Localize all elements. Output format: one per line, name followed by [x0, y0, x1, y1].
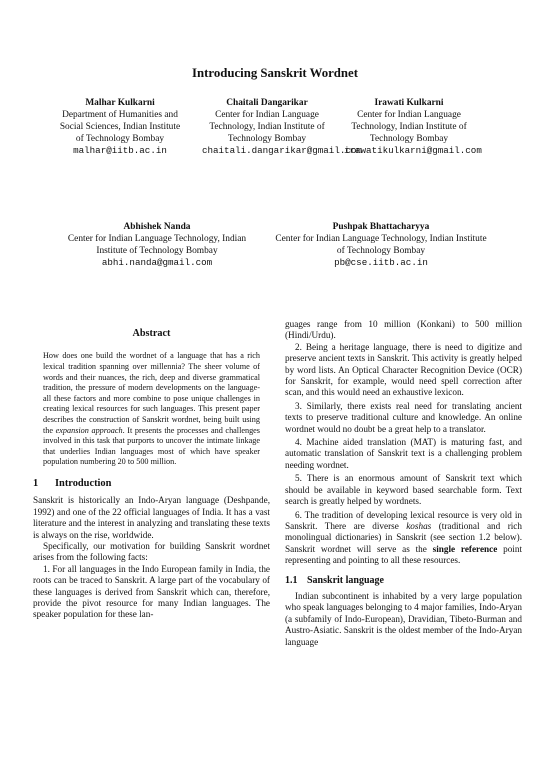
- paper-title: Introducing Sanskrit Wordnet: [192, 66, 358, 80]
- author-name: Malhar Kulkarni: [85, 98, 155, 108]
- author-block: [272, 221, 490, 269]
- paragraph: Indian subcontinent is inhabited by a very large population who speak languages belonging to 4 major families, Indo-Aryan (a subfamily of Indo-European), Dravidian, Tibeto-Burman and Austro-Asiatic. Sanskrit is the oldest member of the Indo-Aryan language: [285, 590, 522, 647]
- abstract-text: How does one build the wordnet of a language that has a rich lexical tradition spanning over millennia? The sheer volume of words and their nuances, the rich, deep and diverse grammatical tradition, the pressure of modern developments on the language- all these factors and more combine to pose unique challenges in creating lexical resources for such languages. This present paper describes the construction of Sanskrit wordnet, being built using the expansion approach. It presents the processes and challenges involved in this task that purports to uncover the intimate linkage that underlies Indian languages most of which have speaker population numbering 20 to 500 million.: [43, 351, 260, 467]
- bold-text: single reference: [432, 543, 498, 554]
- emphasis-text: koshas: [406, 520, 432, 531]
- subsection-heading: [285, 575, 522, 586]
- author-affiliation: Center for Indian Language Technology, Indian Institute of Technology Bombay: [67, 234, 247, 256]
- author-affiliation: Center for Indian Language Technology, Indian Institute of Technology Bombay: [209, 110, 325, 144]
- author-block: [55, 97, 185, 157]
- author-block: [202, 97, 362, 157]
- paragraph: 4. Machine aided translation (MAT) is maturing fast, and automatic translation of Sanskrit text is a challenging problem needing wordnet.: [285, 437, 522, 470]
- author-affiliation: Department of Humanities and Social Sciences, Indian Institute of Technology Bombay: [59, 110, 181, 144]
- author-email[interactable]: chaitali.dangarikar@gmail.com: [202, 145, 362, 156]
- author-block: [344, 97, 482, 157]
- abstract-emphasis: expansion approach: [55, 425, 123, 435]
- author-email[interactable]: irawatikulkarni@gmail.com: [344, 145, 482, 156]
- subsection-title: Sanskrit language: [307, 574, 384, 586]
- abstract-heading: Abstract: [132, 328, 171, 339]
- left-column: [33, 328, 270, 621]
- paragraph: Sanskrit is historically an Indo-Aryan language (Deshpande, 1992) and one of the 22 official languages of India. It has a vast literature and the interest in analyzing and translating these texts is always on the rise, worldwide.: [33, 495, 270, 540]
- paragraph: guages range from 10 million (Konkani) to 500 million (Hindi/Urdu).: [285, 319, 522, 341]
- section-heading: [33, 478, 270, 489]
- author-email[interactable]: abhi.nanda@gmail.com: [101, 257, 213, 268]
- author-block: [52, 221, 262, 269]
- author-email[interactable]: pb@cse.iitb.ac.in: [334, 257, 428, 268]
- paragraph: Specifically, our motivation for building Sanskrit wordnet arises from the following facts:: [33, 540, 270, 563]
- right-column: [285, 319, 522, 648]
- subsection-number: 1.1: [285, 574, 298, 586]
- author-affiliation: Center for Indian Language Technology, Indian Institute of Technology Bombay: [275, 234, 487, 256]
- author-email[interactable]: malhar@iitb.ac.in: [73, 145, 167, 156]
- paragraph: 2. Being a heritage language, there is need to digitize and preserve ancient texts in Sanskrit. This activity is greatly helped by word lists. An Optical Character Recognition Device (OCR) for Sanskrit, for example, would need spell correction after scan, and this would need an exhaustive lexicon.: [285, 341, 522, 398]
- author-name: Irawati Kulkarni: [374, 98, 444, 108]
- paragraph: 6. The tradition of developing lexical resource is very old in Sanskrit. There are diverse koshas (traditional and rich monolingual dictionaries) in Sanskrit (see section 1.2 below). Sanskrit wordnet will serve as the single reference point representing and pointing to all these resources.: [285, 509, 522, 566]
- author-name: Chaitali Dangarikar: [226, 98, 308, 108]
- author-name: Pushpak Bhattacharyya: [332, 222, 430, 232]
- author-name: Abhishek Nanda: [123, 222, 191, 232]
- section-number: 1: [33, 477, 39, 489]
- paragraph: 1. For all languages in the Indo European family in India, the roots can be traced to Sanskrit. A large part of the vocabulary of these languages is derived from Sanskrit which can, therefore, provide the pivot resource for many Indian languages. The speaker population for these lan-: [33, 563, 270, 620]
- paragraph: 5. There is an enormous amount of Sanskrit text which should be available in keyword based searchable form. Text search is greatly helped by wordnets.: [285, 473, 522, 507]
- section-title: Introduction: [55, 477, 112, 489]
- author-affiliation: Center for Indian Language Technology, Indian Institute of Technology Bombay: [351, 110, 467, 144]
- paragraph: 3. Similarly, there exists real need for translating ancient texts to preserve traditional culture and knowledge. An online wordnet would no doubt be a great help to a translator.: [285, 400, 522, 434]
